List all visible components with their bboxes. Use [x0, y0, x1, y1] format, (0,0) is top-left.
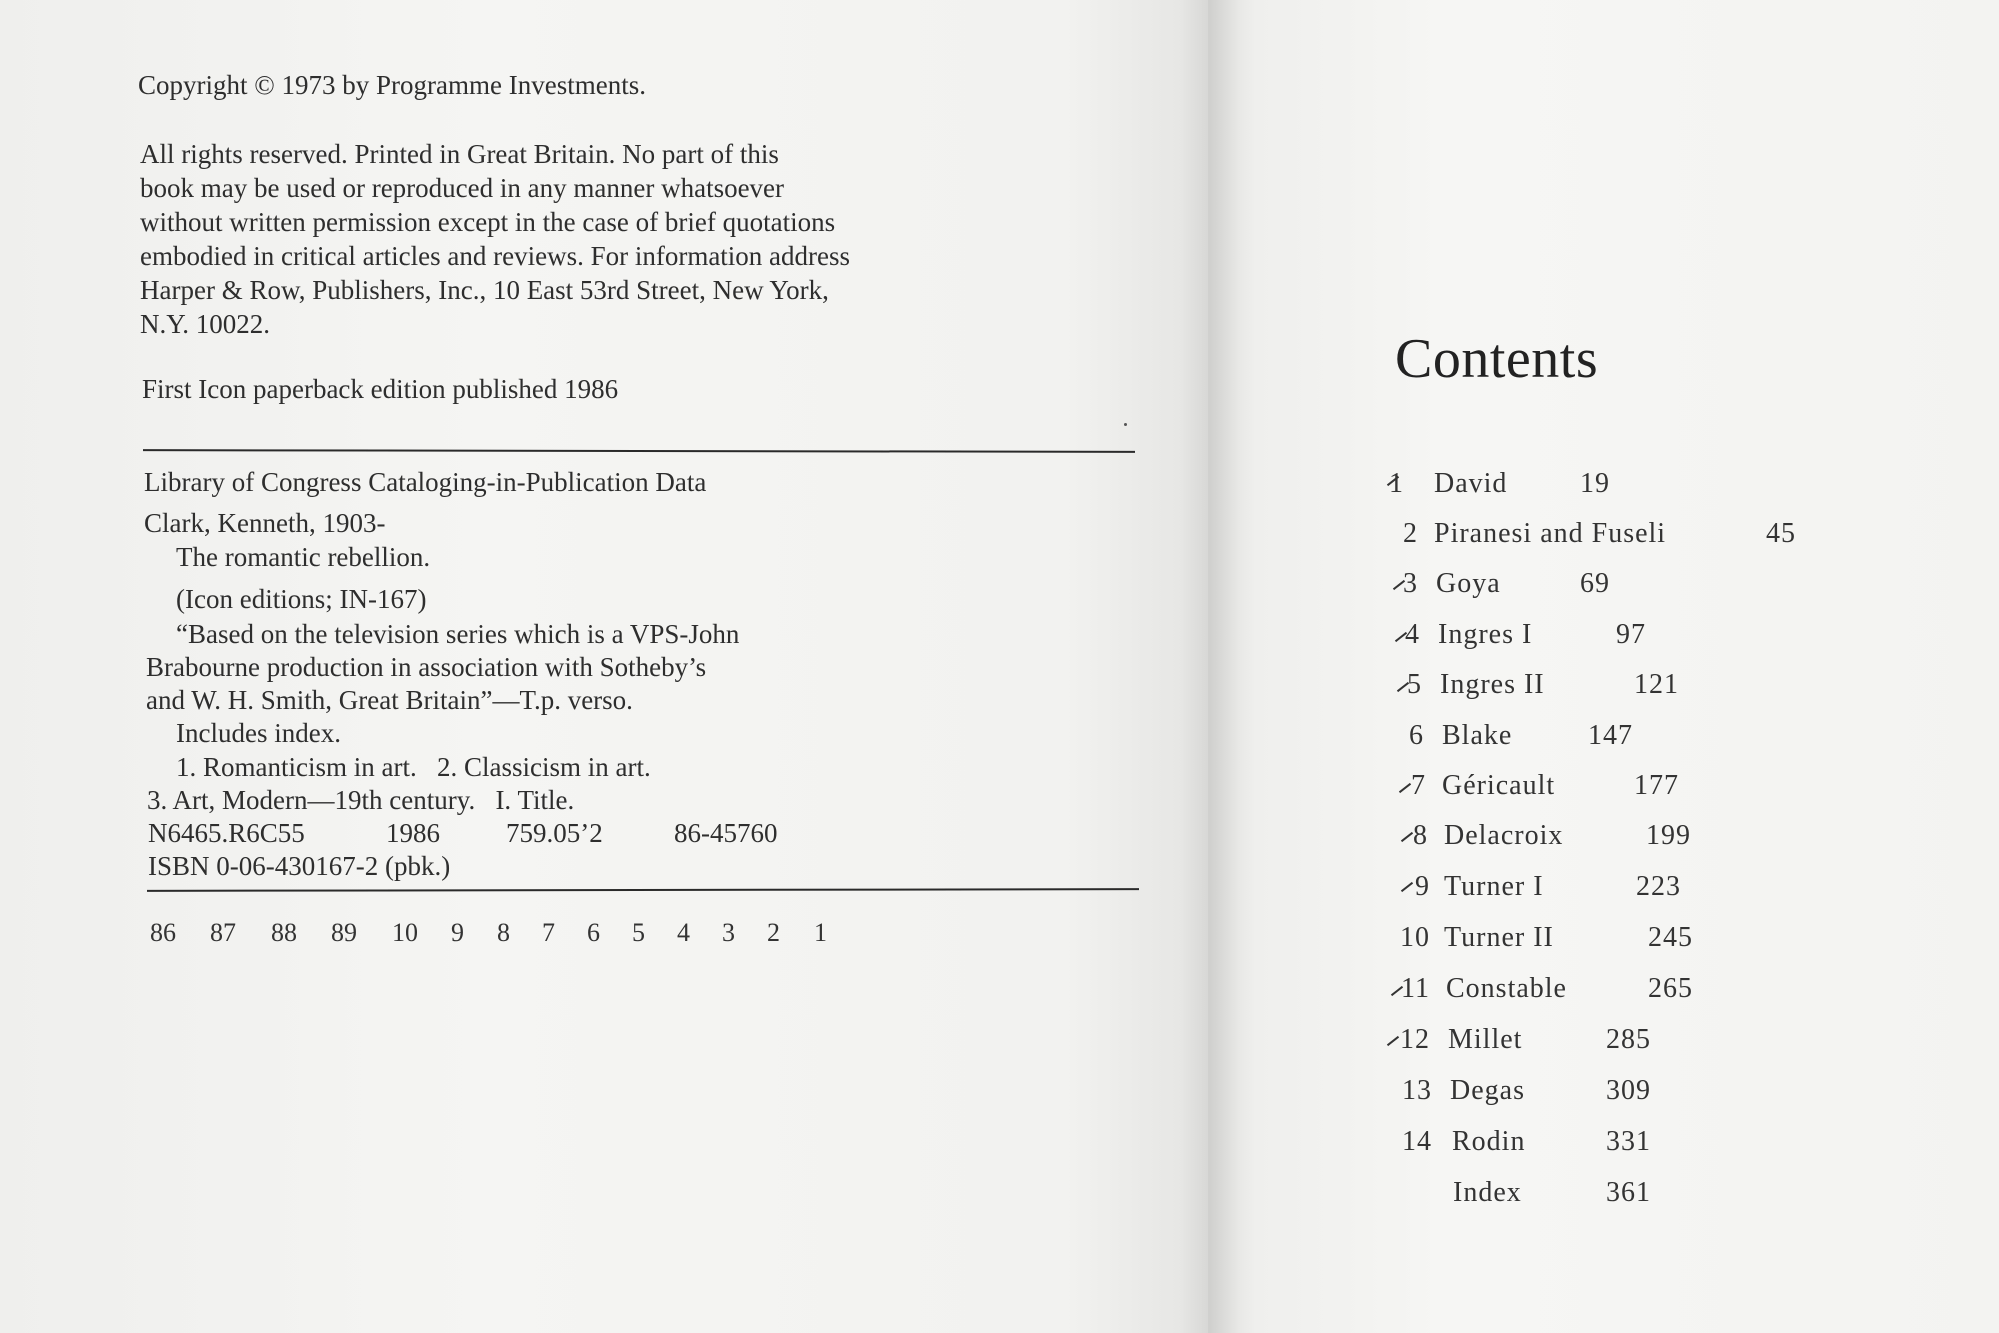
- cip-note-line: “Based on the television series which is a VPS-John: [176, 619, 740, 649]
- toc-page-number: 265: [1648, 973, 1693, 1004]
- toc-page-number: 147: [1588, 720, 1633, 751]
- toc-page-number: 97: [1616, 619, 1646, 650]
- cip-heading: Library of Congress Cataloging-in-Publication Data: [144, 467, 707, 497]
- printing-number: 88: [271, 918, 297, 947]
- toc-chapter-title: Turner II: [1444, 922, 1554, 953]
- cip-title: The romantic rebellion.: [176, 542, 431, 572]
- toc-chapter-number: 12: [1400, 1024, 1430, 1055]
- toc-page-number: 331: [1606, 1126, 1651, 1157]
- toc-chapter-title: Piranesi and Fuseli: [1434, 518, 1667, 549]
- toc-chapter-title: Goya: [1436, 568, 1501, 599]
- contents-heading: Contents: [1395, 328, 1599, 390]
- toc-page-number: 245: [1648, 922, 1693, 953]
- toc-chapter-title: Ingres II: [1440, 669, 1545, 700]
- rights-line: book may be used or reproduced in any manner whatsoever: [140, 173, 785, 203]
- toc-chapter-number: 1: [1389, 468, 1404, 499]
- cip-author: Clark, Kenneth, 1903-: [144, 508, 386, 538]
- rights-line: N.Y. 10022.: [140, 309, 271, 339]
- contents-page: [1208, 0, 1999, 1333]
- toc-chapter-title: Delacroix: [1444, 820, 1564, 851]
- cip-note-line: Brabourne production in association with Sotheby’s: [146, 652, 707, 682]
- toc-page-number: 309: [1606, 1075, 1651, 1106]
- toc-chapter-title: Géricault: [1442, 770, 1556, 801]
- rights-line: without written permission except in the case of brief quotations: [140, 207, 836, 237]
- cip-dewey: 759.05’2: [506, 818, 603, 848]
- toc-page-number: 199: [1646, 820, 1691, 851]
- toc-page-number: 177: [1634, 770, 1679, 801]
- cip-index-note: Includes index.: [176, 718, 341, 748]
- cip-subjects: 3. Art, Modern—19th century. I. Title.: [147, 785, 575, 815]
- toc-page-number: 285: [1606, 1024, 1651, 1055]
- printing-number: 89: [331, 918, 357, 947]
- printing-number: 3: [722, 918, 735, 947]
- toc-chapter-number: 10: [1400, 922, 1430, 953]
- toc-chapter-title: Turner I: [1444, 871, 1544, 902]
- cip-note-line: and W. H. Smith, Great Britain”—T.p. verso.: [146, 685, 633, 715]
- toc-page-number: 69: [1580, 568, 1610, 599]
- printing-number: 6: [587, 918, 600, 947]
- book-gutter: [1180, 0, 1240, 1333]
- toc-chapter-title: Ingres I: [1438, 619, 1533, 650]
- printing-number: 1: [814, 918, 827, 947]
- toc-page-number: 121: [1634, 669, 1679, 700]
- cip-series: (Icon editions; IN-167): [176, 584, 427, 614]
- toc-chapter-number: 2: [1403, 518, 1418, 549]
- toc-chapter-number: 5: [1407, 669, 1422, 700]
- toc-page-number: 45: [1766, 518, 1796, 549]
- printing-number: 5: [632, 918, 645, 947]
- edition-line: First Icon paperback edition published 1986: [142, 374, 619, 404]
- printing-number: 7: [542, 918, 555, 947]
- toc-chapter-title: David: [1434, 468, 1508, 499]
- printing-number: 8: [497, 918, 510, 947]
- toc-chapter-title: Index: [1453, 1177, 1522, 1208]
- cip-year: 1986: [386, 818, 440, 848]
- copyright-line: Copyright © 1973 by Programme Investments.: [138, 70, 646, 100]
- toc-chapter-number: 4: [1405, 619, 1420, 650]
- printing-number: 9: [451, 918, 464, 947]
- toc-chapter-title: Degas: [1450, 1075, 1525, 1106]
- printing-number: 2: [767, 918, 780, 947]
- rights-line: All rights reserved. Printed in Great Britain. No part of this: [140, 139, 779, 169]
- toc-page-number: 361: [1606, 1177, 1651, 1208]
- toc-chapter-number: 8: [1413, 820, 1428, 851]
- cip-call-number: N6465.R6C55: [148, 818, 305, 848]
- toc-chapter-number: 3: [1403, 568, 1418, 599]
- printing-number: 10: [392, 918, 418, 947]
- printing-number: 86: [150, 918, 176, 947]
- cip-lccn: 86-45760: [674, 818, 778, 848]
- toc-page-number: 223: [1636, 871, 1681, 902]
- toc-chapter-title: Blake: [1442, 720, 1513, 751]
- toc-chapter-title: Constable: [1446, 973, 1567, 1004]
- toc-chapter-title: Millet: [1448, 1024, 1523, 1055]
- toc-chapter-number: 7: [1411, 770, 1426, 801]
- toc-chapter-number: 9: [1415, 871, 1430, 902]
- printing-number: 4: [677, 918, 690, 947]
- toc-page-number: 19: [1580, 468, 1610, 499]
- rights-line: embodied in critical articles and reviews. For information address: [140, 241, 851, 271]
- toc-chapter-title: Rodin: [1452, 1126, 1526, 1157]
- toc-chapter-number: 14: [1402, 1126, 1432, 1157]
- toc-chapter-number: 6: [1409, 720, 1424, 751]
- toc-chapter-number: 13: [1402, 1075, 1432, 1106]
- cip-isbn: ISBN 0-06-430167-2 (pbk.): [148, 851, 451, 881]
- rights-paragraph: [140, 137, 850, 341]
- ink-dot: [1124, 423, 1127, 426]
- rights-line: Harper & Row, Publishers, Inc., 10 East 53rd Street, New York,: [140, 275, 829, 305]
- cip-subjects: 1. Romanticism in art. 2. Classicism in art.: [176, 752, 651, 782]
- toc-chapter-number: 11: [1401, 973, 1430, 1004]
- printing-number: 87: [210, 918, 236, 947]
